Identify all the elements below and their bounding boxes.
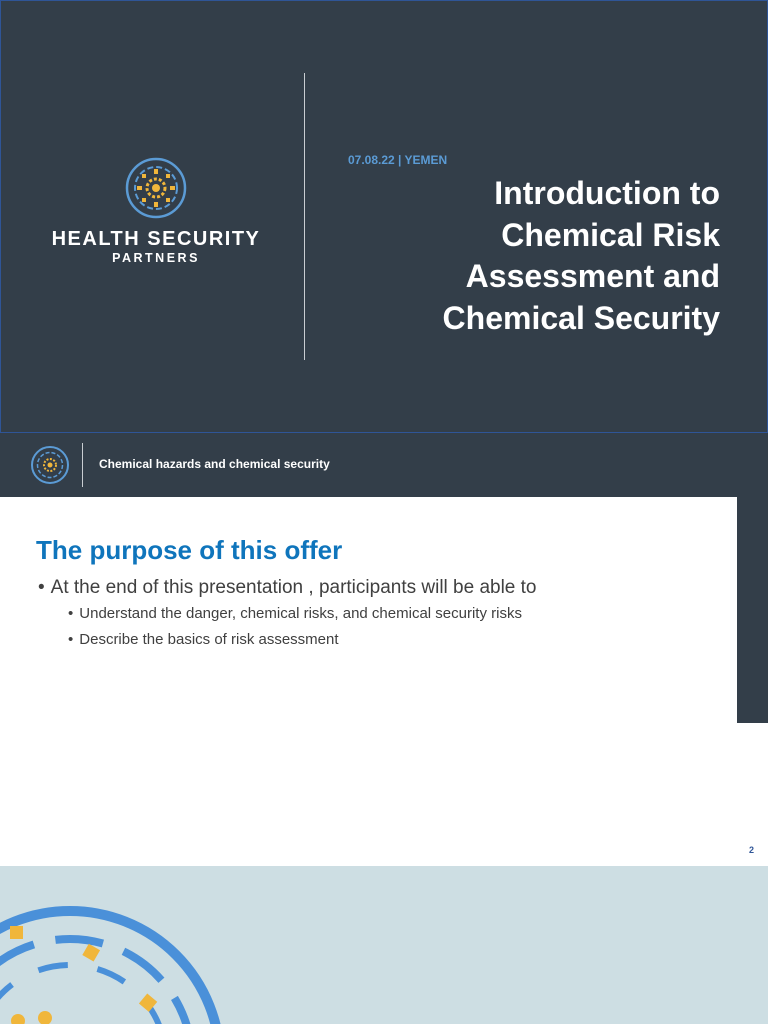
sub-bullet-item: • Describe the basics of risk assessment <box>68 631 339 648</box>
date-location: 07.08.22 | YEMEN <box>348 153 448 167</box>
header-text: Chemical hazards and chemical security <box>99 457 330 471</box>
sub-bullet-text: Describe the basics of risk assessment <box>79 631 339 648</box>
page-number: 2 <box>749 845 755 855</box>
brand-logo <box>31 156 281 266</box>
content-title: The purpose of this offer <box>36 535 343 565</box>
title-line: Chemical Risk <box>501 216 720 253</box>
hsp-small-logo-icon <box>30 445 70 485</box>
brand-subtitle: PARTNERS <box>112 251 200 265</box>
title-line: Chemical Security <box>442 299 720 336</box>
slide-header <box>0 433 768 497</box>
bullet-item: • At the end of this presentation , participants will be able to <box>38 577 537 598</box>
sub-bullet-item: • Understand the danger, chemical risks, and chemical security risks <box>68 605 522 622</box>
header-divider <box>82 443 83 487</box>
vertical-divider <box>304 73 305 360</box>
brand-name: HEALTH SECURITY <box>51 228 261 250</box>
sub-bullet-text: Understand the danger, chemical risks, and chemical security risks <box>79 605 522 622</box>
content-panel <box>0 497 737 865</box>
title-line: Introduction to <box>494 175 720 211</box>
hsp-logo-icon <box>124 156 188 220</box>
title-slide <box>0 0 768 433</box>
next-slide-partial <box>0 866 768 1024</box>
hsp-decorative-logo <box>0 866 260 1024</box>
title-line: Assessment and <box>465 258 720 294</box>
bullet-text: At the end of this presentation , participants will be able to <box>50 577 537 598</box>
slide-title <box>340 173 720 339</box>
